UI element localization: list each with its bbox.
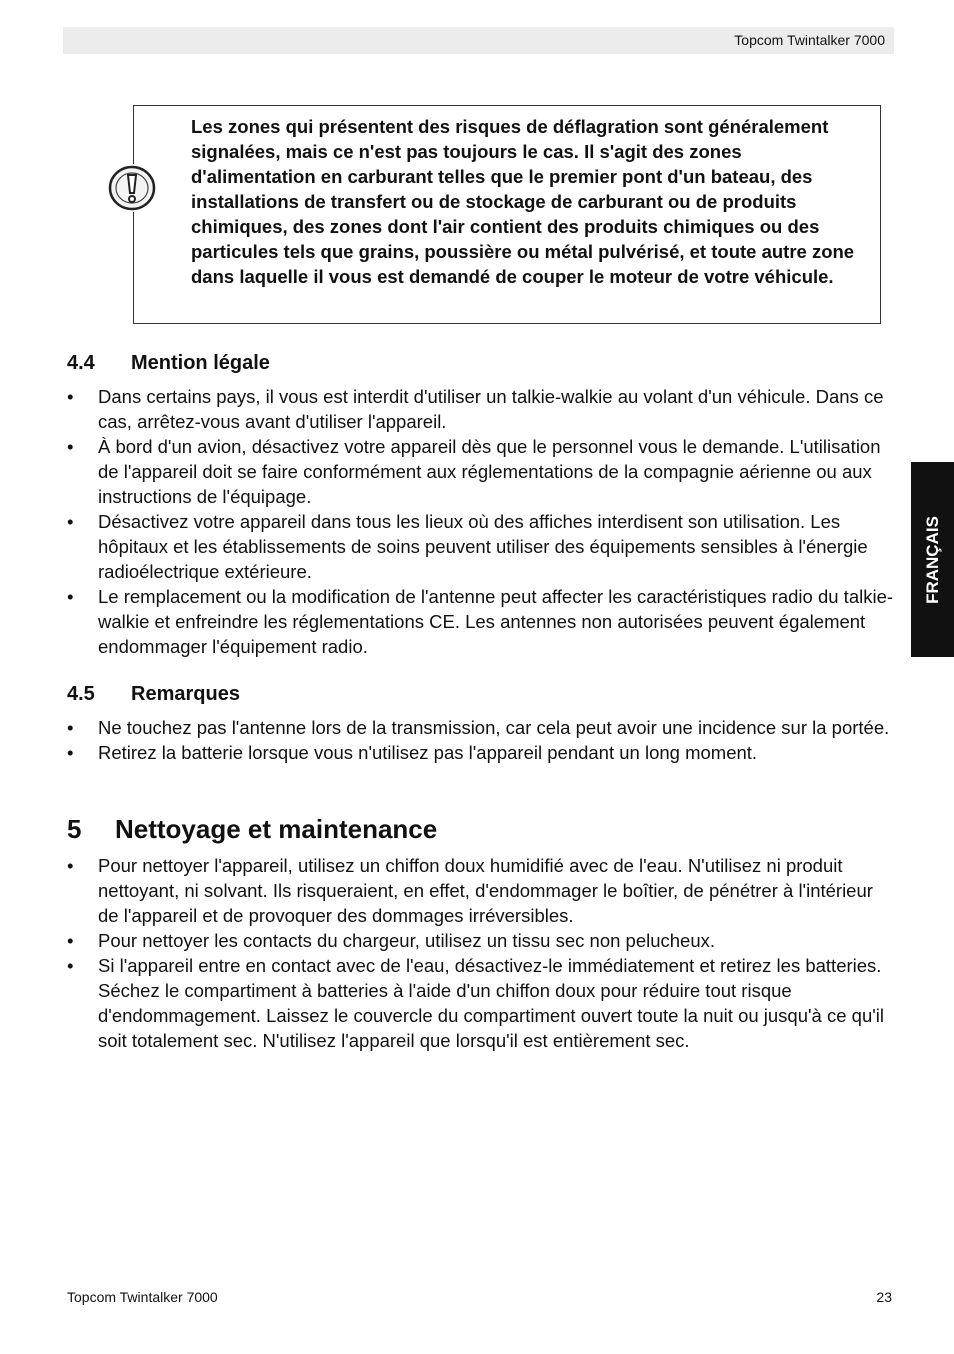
list-item-text: Pour nettoyer l'appareil, utilisez un chiffon doux humidifié avec de l'eau. N'utilisez ni produit nettoyant, ni solvant. Ils risqueraient, en effet, d'endommager le boîtier, de pénétrer à l'intérieur de l'appareil et de provoquer des dommages irréversibles. (98, 855, 873, 926)
page-header (63, 27, 894, 54)
bullet: • (67, 511, 74, 532)
list-item (67, 434, 897, 509)
list-item-text: Ne touchez pas l'antenne lors de la transmission, car cela peut avoir une incidence sur la portée. (98, 717, 890, 738)
section-number: 4.5 (67, 683, 95, 705)
list-item-text: Désactivez votre appareil dans tous les lieux où des affiches interdisent son utilisation. Les hôpitaux et les établissements de soins peuvent utiliser des équipements sensibles à l'énergie radioélectrique extérieure. (98, 511, 868, 582)
bullet: • (67, 717, 74, 738)
list-item (67, 584, 897, 659)
exclamation-warning-icon (108, 164, 156, 212)
list-item (67, 509, 897, 584)
language-label: FRANÇAIS (922, 515, 942, 604)
maintenance-list (67, 853, 897, 1053)
bullet: • (67, 386, 74, 407)
list-item-text: Pour nettoyer les contacts du chargeur, utilisez un tissu sec non pelucheux. (98, 930, 716, 951)
list-item-text: Le remplacement ou la modification de l'antenne peut affecter les caractéristiques radio du talkie-walkie et enfreindre les réglementations CE. Les antennes non autorisées peuvent également endommager l'équipement radio. (98, 586, 894, 657)
header-title: Topcom Twintalker 7000 (734, 32, 885, 48)
list-item-text: Si l'appareil entre en contact avec de l'eau, désactivez-le immédiatement et retirez les batteries. Séchez le compartiment à batteries à l'aide d'un chiffon doux pour réduire tout risque d'endommagement. Laissez le couvercle du compartiment ouvert toute la nuit ou jusqu'à ce qu'il soit totalement sec. N'utilisez l'appareil que lorsqu'il est entièrement sec. (98, 955, 884, 1051)
list-item (67, 384, 897, 434)
bullet: • (67, 855, 74, 876)
warning-box (133, 105, 881, 324)
section-title: Nettoyage et maintenance (115, 814, 438, 844)
section-heading-5 (67, 814, 437, 845)
list-item (67, 928, 897, 953)
list-item (67, 853, 897, 928)
warning-text: Les zones qui présentent des risques de déflagration sont généralement signalées, mais ce n'est pas toujours le cas. Il s'agit des zones d'alimentation en carburant telles que le premier pont d'un bateau, des installations de transfert ou de stockage de carburant ou de produits chimiques, des zones dont l'air contient des produits chimiques ou des particules tels que grains, poussière ou métal pulvérisé, et toute autre zone dans laquelle il vous est demandé de couper le moteur de votre véhicule. (191, 116, 855, 287)
bullet: • (67, 436, 74, 457)
bullet: • (67, 930, 74, 951)
list-item-text: Retirez la batterie lorsque vous n'utilisez pas l'appareil pendant un long moment. (98, 742, 758, 763)
list-item (67, 953, 897, 1053)
section-number: 4.4 (67, 352, 95, 374)
remarks-list (67, 715, 897, 765)
list-item-text: À bord d'un avion, désactivez votre appareil dès que le personnel vous le demande. L'utilisation de l'appareil doit se faire conformément aux réglementations de la compagnie aérienne ou aux instructions de l'équipage. (98, 436, 881, 507)
language-side-tab (911, 462, 954, 657)
bullet: • (67, 586, 74, 607)
list-item (67, 715, 897, 740)
section-heading-4-5 (67, 683, 240, 706)
bullet: • (67, 742, 74, 763)
list-item (67, 740, 897, 765)
bullet: • (67, 955, 74, 976)
legal-notice-list (67, 384, 897, 659)
section-title: Mention légale (131, 352, 270, 374)
section-heading-4-4 (67, 352, 270, 375)
page-number: 23 (876, 1289, 892, 1305)
list-item-text: Dans certains pays, il vous est interdit d'utiliser un talkie-walkie au volant d'un véhicule. Dans ce cas, arrêtez-vous avant d'utiliser l'appareil. (98, 386, 884, 432)
section-number: 5 (67, 814, 82, 844)
section-title: Remarques (131, 683, 240, 705)
footer-title: Topcom Twintalker 7000 (67, 1289, 218, 1305)
